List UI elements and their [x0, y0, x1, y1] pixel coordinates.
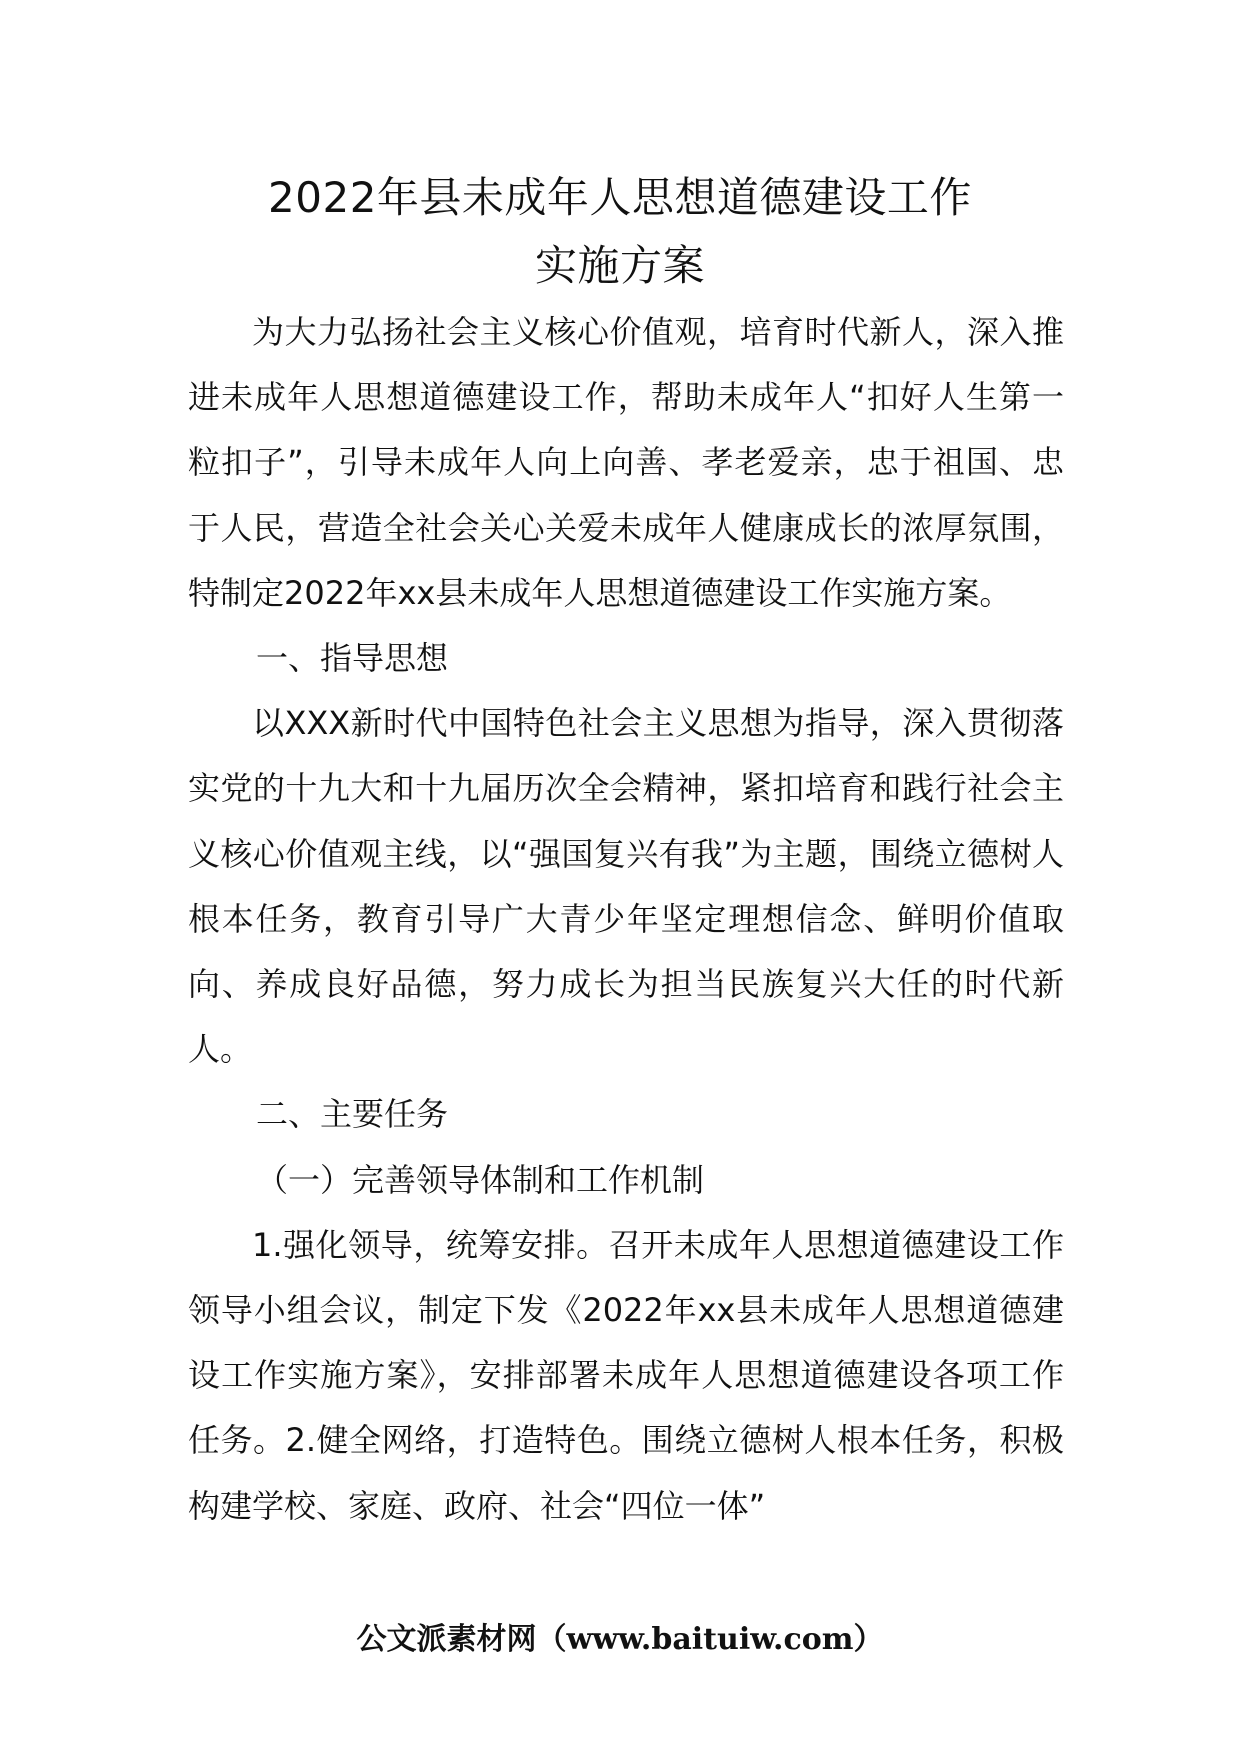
- subsection-heading-leadership: （一）完善领导体制和工作机制: [256, 1160, 705, 1199]
- guiding-thought-paragraph: 以XXX新时代中国特色社会主义思想为指导，深入贯彻落实党的十九大和十九届历次全会精神，紧扣培育和践行社会主义核心价值观主线，以“强国复兴有我”为主题，围绕立德树人根本任务，教育引导广大青少年坚定理想信念、鲜明价值取向、养成良好品德，努力成长为担当民族复兴大任的时代新人。: [188, 704, 1064, 1069]
- footer-watermark-text: 公文派素材网（www.baituiw.com）: [356, 1622, 884, 1657]
- document-body: [188, 300, 1064, 1539]
- section-heading-guiding-thought: 一、指导思想: [256, 639, 449, 678]
- section-heading-main-tasks: 二、主要任务: [256, 1095, 449, 1134]
- document-title-line-2: 实施方案: [534, 241, 705, 290]
- document-title-line-1: 2022年县未成年人思想道德建设工作: [268, 173, 972, 222]
- leadership-paragraph: 1.强化领导，统筹安排。召开未成年人思想道德建设工作领导小组会议，制定下发《2022年xx县未成年人思想道德建设工作实施方案》，安排部署未成年人思想道德建设各项工作任务。2.健全网络，打造特色。围绕立德树人根本任务，积极构建学校、家庭、政府、社会“四位一体”: [188, 1225, 1064, 1525]
- intro-paragraph: 为大力弘扬社会主义核心价值观，培育时代新人，深入推进未成年人思想道德建设工作，帮助未成年人“扣好人生第一粒扣子”，引导未成年人向上向善、孝老爱亲，忠于祖国、忠于人民，营造全社会关心关爱未成年人健康成长的浓厚氛围，特制定2022年xx县未成年人思想道德建设工作实施方案。: [188, 313, 1064, 612]
